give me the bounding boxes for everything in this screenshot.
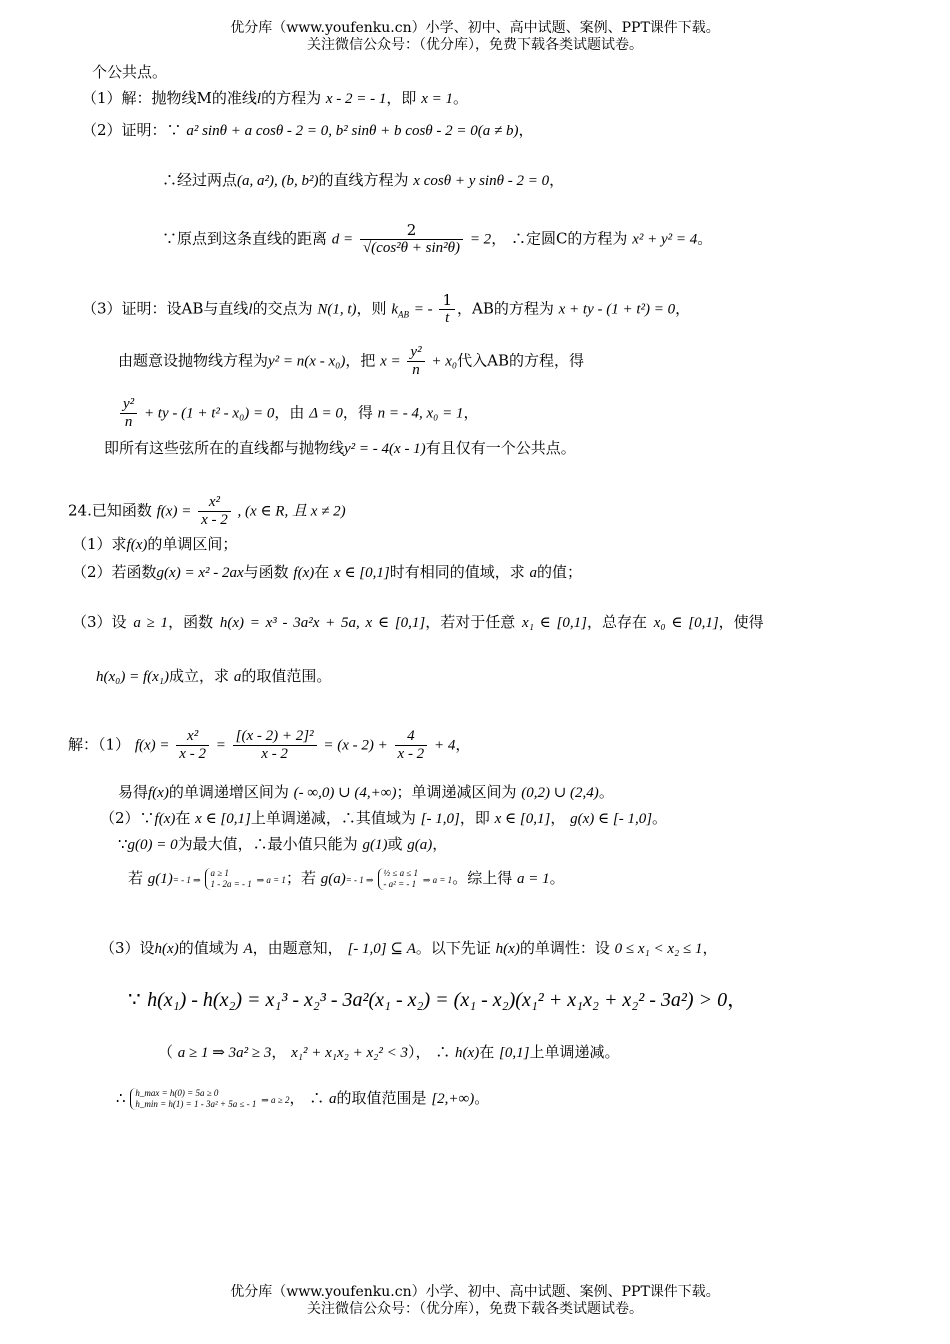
fraction: $\frac{\text{x²}}{x - 2}$ — [198, 494, 231, 529]
fraction: $\frac{2}{\text{√(cos²θ + sin²θ)}}$ — [360, 222, 463, 257]
page-footer — [0, 1284, 950, 1318]
sol-monotonic-intervals: 易得f(x)的单调递增区间为 (- ∞,0) ∪ (4,+∞)；单调递减区间为 (0,2) ∪ (2,4)。 — [118, 783, 614, 801]
p23-part3: （3）证明：设AB与直线l的交点为 N(1, t)，则 $k_{AB}$ = - $\frac{1}{t}$ ，AB的方程为 x + ty - (1 + t²) = 0， — [82, 291, 691, 326]
equation: a² sinθ + a cosθ - 2 = 0, b² sinθ + b cosθ - 2 = 0(a ≠ b) — [186, 123, 519, 139]
p23-line-discriminant: $\frac{\text{y²}}{n}$ + ty - (1 + t² - x₀) = 0，由 Δ = 0，得 n = - 4, x₀ = 1， — [118, 396, 479, 431]
case-brace: a ≥ 1 1 - 2a = - 1 — [205, 868, 251, 890]
p23-line-distance: ∵原点到这条直线的距离 d = $\frac{2}{\text{√(cos²θ + sin²θ)}}$ = 2， ∴定圆C的方程为 x² + y² = 4。 — [162, 221, 713, 256]
p24-title: 24.已知函数 f(x) = $\frac{\text{x²}}{x - 2}$ , (x ∈ R, 且 x ≠ 2) — [68, 494, 346, 528]
footer-line-1: 优分库（www.youfenku.cn）小学、初中、高中试题、案例、PPT课件下载。 — [230, 1284, 720, 1300]
footer-line-2: 关注微信公众号：（优分库），免费下载各类试题试卷。 — [307, 1301, 643, 1317]
p23-line-parabola-assumption: 由题意设抛物线方程为y² = n(x - x₀)，把 x = $\frac{\text{y²}}{n}$ + x₀代入AB的方程，得 — [118, 344, 584, 378]
p23-line-0: 个公共点。 — [92, 63, 168, 81]
p24-question-2: （2）若函数g(x) = x² - 2ax与函数 f(x)在 x ∈ [0,1]时有相同的值域，求 a的值； — [72, 563, 583, 581]
sol-cases: 若 g(1)= - 1 ⇒ a ≥ 1 1 - 2a = - 1 ⇒ a = 1；若 g(a)= - 1 ⇒ ½ ≤ a ≤ 1 - a² = - 1 ⇒ a = 1。综上得 a = 1。 — [128, 868, 565, 889]
sol-note: （ a ≥ 1 ⇒ 3a² ≥ 3， x₁² + x₁x₂ + x₂² < 3）， ∴ h(x)在 [0,1]上单调递减。 — [158, 1043, 620, 1061]
sol-difference: ∵ h(x₁) - h(x₂) = x₁³ - x₂³ - 3a²(x₁ - x₂) = (x₁ - x₂)(x₁² + x₁x₂ + x₂² - 3a²) > 0， — [128, 987, 748, 1011]
p23-line-line-through-points: ∴经过两点(a, a²), (b, b²)的直线方程为 x cosθ + y sinθ - 2 = 0， — [162, 171, 565, 189]
sol-g-max: ∵g(0) = 0为最大值，∴最小值只能为 g(1)或 g(a)， — [118, 835, 448, 853]
fraction: $\frac{4}{x - 2}$ — [395, 728, 428, 763]
header-line-1: 优分库（www.youfenku.cn）小学、初中、高中试题、案例、PPT课件下载。 — [230, 20, 720, 36]
p24-question-1: （1）求f(x)的单调区间； — [72, 535, 238, 553]
p23-conclusion: 即所有这些弦所在的直线都与抛物线y² = - 4(x - 1)有且仅有一个公共点。 — [104, 439, 576, 457]
fraction: $\frac{\text{x²}}{x - 2}$ — [176, 728, 209, 763]
case-brace: h_max = h(0) = 5a ≥ 0 h_min = h(1) = 1 - 3a² + 5a ≤ - 1 — [130, 1088, 256, 1110]
p24-question-3: （3）设 a ≥ 1，函数 h(x) = x³ - 3a²x + 5a, x ∈ [0,1]，若对于任意 x₁ ∈ [0,1]，总存在 x₀ ∈ [0,1]，使得 — [72, 613, 764, 631]
fraction: $\frac{\text{y²}}{n}$ — [120, 396, 137, 431]
fraction: $\frac{\text{[(x - 2) + 2]²}}{x - 2}$ — [233, 728, 317, 763]
sol-part2: （2）∵f(x)在 x ∈ [0,1]上单调递减，∴其值域为 [- 1,0]，即 x ∈ [0,1]， g(x) ∈ [- 1,0]。 — [100, 809, 668, 827]
sol-part1: 解：（1） f(x) = $\frac{\text{x²}}{x - 2}$ = $\frac{\text{[(x - 2) + 2]²}}{x - 2}$ = (x - 2) + $\frac{4}{x - 2}$ + 4， — [68, 728, 471, 762]
sol-range: ∴ h_max = h(0) = 5a ≥ 0 h_min = h(1) = 1 - 3a² + 5a ≤ - 1 ⇒ a ≥ 2， ∴ a的取值范围是 [2,+∞)。 — [116, 1088, 490, 1109]
fraction: $\frac{\text{y²}}{n}$ — [407, 344, 424, 379]
header-line-2: 关注微信公众号：（优分库），免费下载各类试题试卷。 — [307, 37, 643, 53]
p23-part2: （2）证明：∵ a² sinθ + a cosθ - 2 = 0, b² sinθ + b cosθ - 2 = 0(a ≠ b)， — [82, 121, 534, 139]
fraction: $\frac{1}{t}$ — [439, 292, 455, 327]
p24-question-3-cont: h(x₀) = f(x₁)成立，求 a的取值范围。 — [96, 667, 332, 685]
sol-part3: （3）设h(x)的值域为 A，由题意知， [- 1,0] ⊆ A。以下先证 h(x)的单调性：设 0 ≤ x₁ < x₂ ≤ 1， — [100, 939, 718, 957]
p23-part1: （1）解：抛物线M的准线l的方程为 x - 2 = - 1，即 x = 1。 — [82, 89, 468, 107]
page-header — [0, 20, 950, 54]
case-brace: ½ ≤ a ≤ 1 - a² = - 1 — [378, 868, 418, 890]
